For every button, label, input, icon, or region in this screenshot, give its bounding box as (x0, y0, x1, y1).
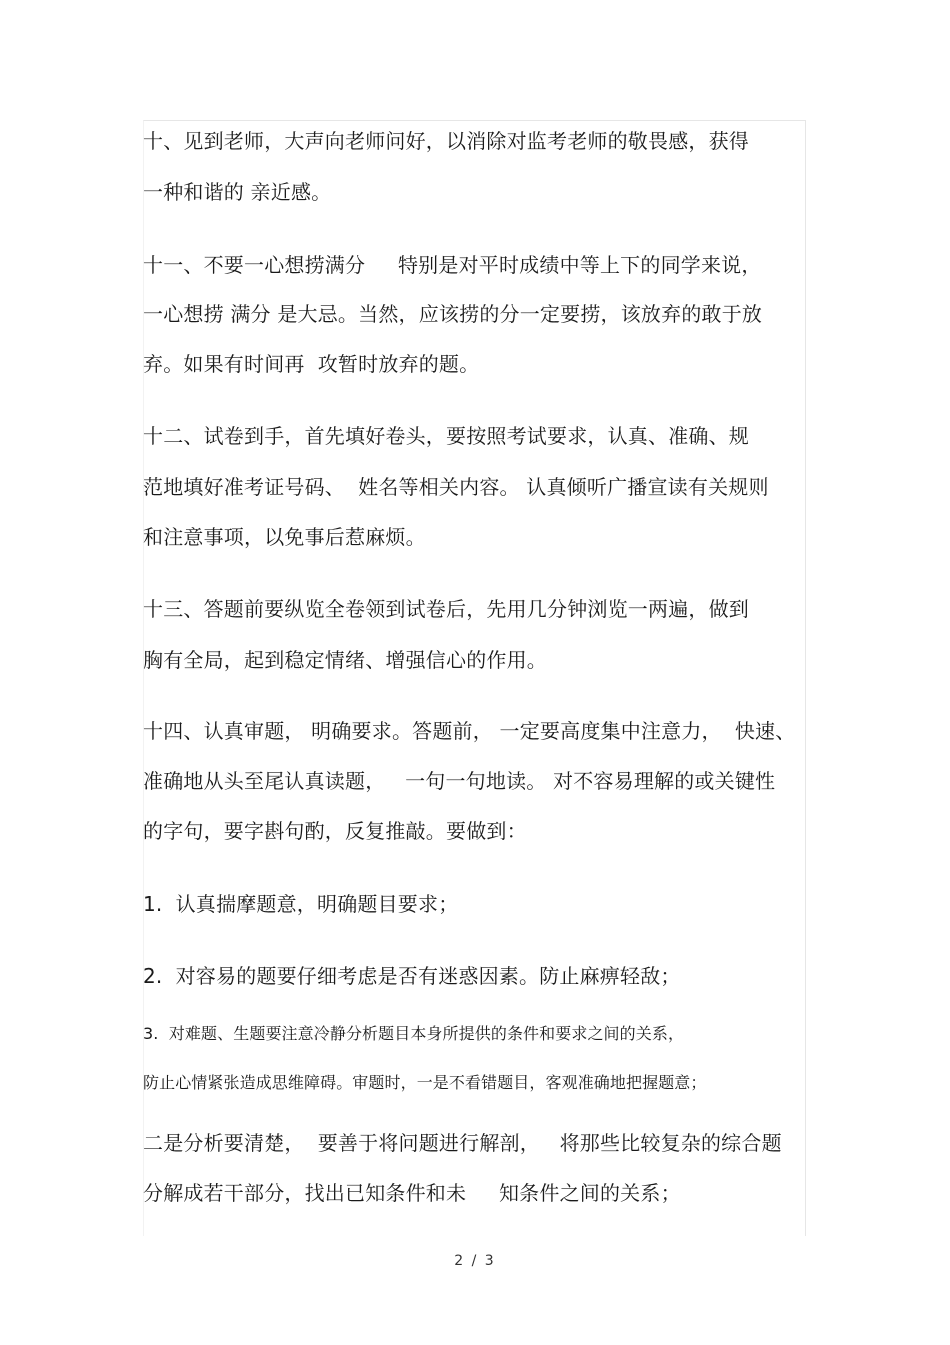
text-line: 二是分析要清楚， 要善于将问题进行解剖， 将那些比较复杂的综合题 (143, 1131, 782, 1155)
list-item: 1. 认真揣摩题意，明确题目要求； (143, 892, 459, 916)
text-line: 十、见到老师，大声向老师问好，以消除对监考老师的敬畏感，获得 (143, 129, 749, 153)
text-line: 弃。如果有时间再 攻暂时放弃的题。 (143, 352, 480, 376)
page-number: 2 / 3 (454, 1253, 496, 1269)
text-line: 的字句，要字斟句酌，反复推敲。要做到： (143, 819, 527, 843)
text-line: 十二、试卷到手，首先填好卷头，要按照考试要求，认真、准确、规 (143, 424, 749, 448)
text-line: 范地填好准考证号码、 姓名等相关内容。 认真倾听广播宣读有关规则 (143, 475, 769, 499)
text-line: 一心想捞 满分 是大忌。当然，应该捞的分一定要捞，该放弃的敢于放 (143, 302, 763, 326)
list-item: 2. 对容易的题要仔细考虑是否有迷惑因素。防止麻痹轻敌； (143, 964, 681, 988)
list-item: 3. 对难题、生题要注意冷静分析题目本身所提供的条件和要求之间的关系， (143, 1024, 685, 1043)
text-line: 十一、不要一心想捞满分 特别是对平时成绩中等上下的同学来说， (143, 253, 762, 277)
text-line: 十四、认真审题， 明确要求。答题前， 一定要高度集中注意力， 快速、 (143, 719, 796, 743)
text-line: 十三、答题前要纵览全卷领到试卷后，先用几分钟浏览一两遍，做到 (143, 597, 749, 621)
text-line: 一种和谐的 亲近感。 (143, 180, 332, 204)
text-line: 胸有全局，起到稳定情绪、增强信心的作用。 (143, 648, 547, 672)
text-line: 分解成若干部分，找出已知条件和未 知条件之间的关系； (143, 1181, 681, 1205)
text-line: 准确地从头至尾认真读题， 一句一句地读。 对不容易理解的或关键性 (143, 769, 776, 793)
page-content-frame (143, 120, 806, 1236)
text-line: 防止心情紧张造成思维障碍。审题时，一是不看错题目，客观准确地把握题意； (143, 1073, 707, 1092)
text-line: 和注意事项，以免事后惹麻烦。 (143, 525, 426, 549)
